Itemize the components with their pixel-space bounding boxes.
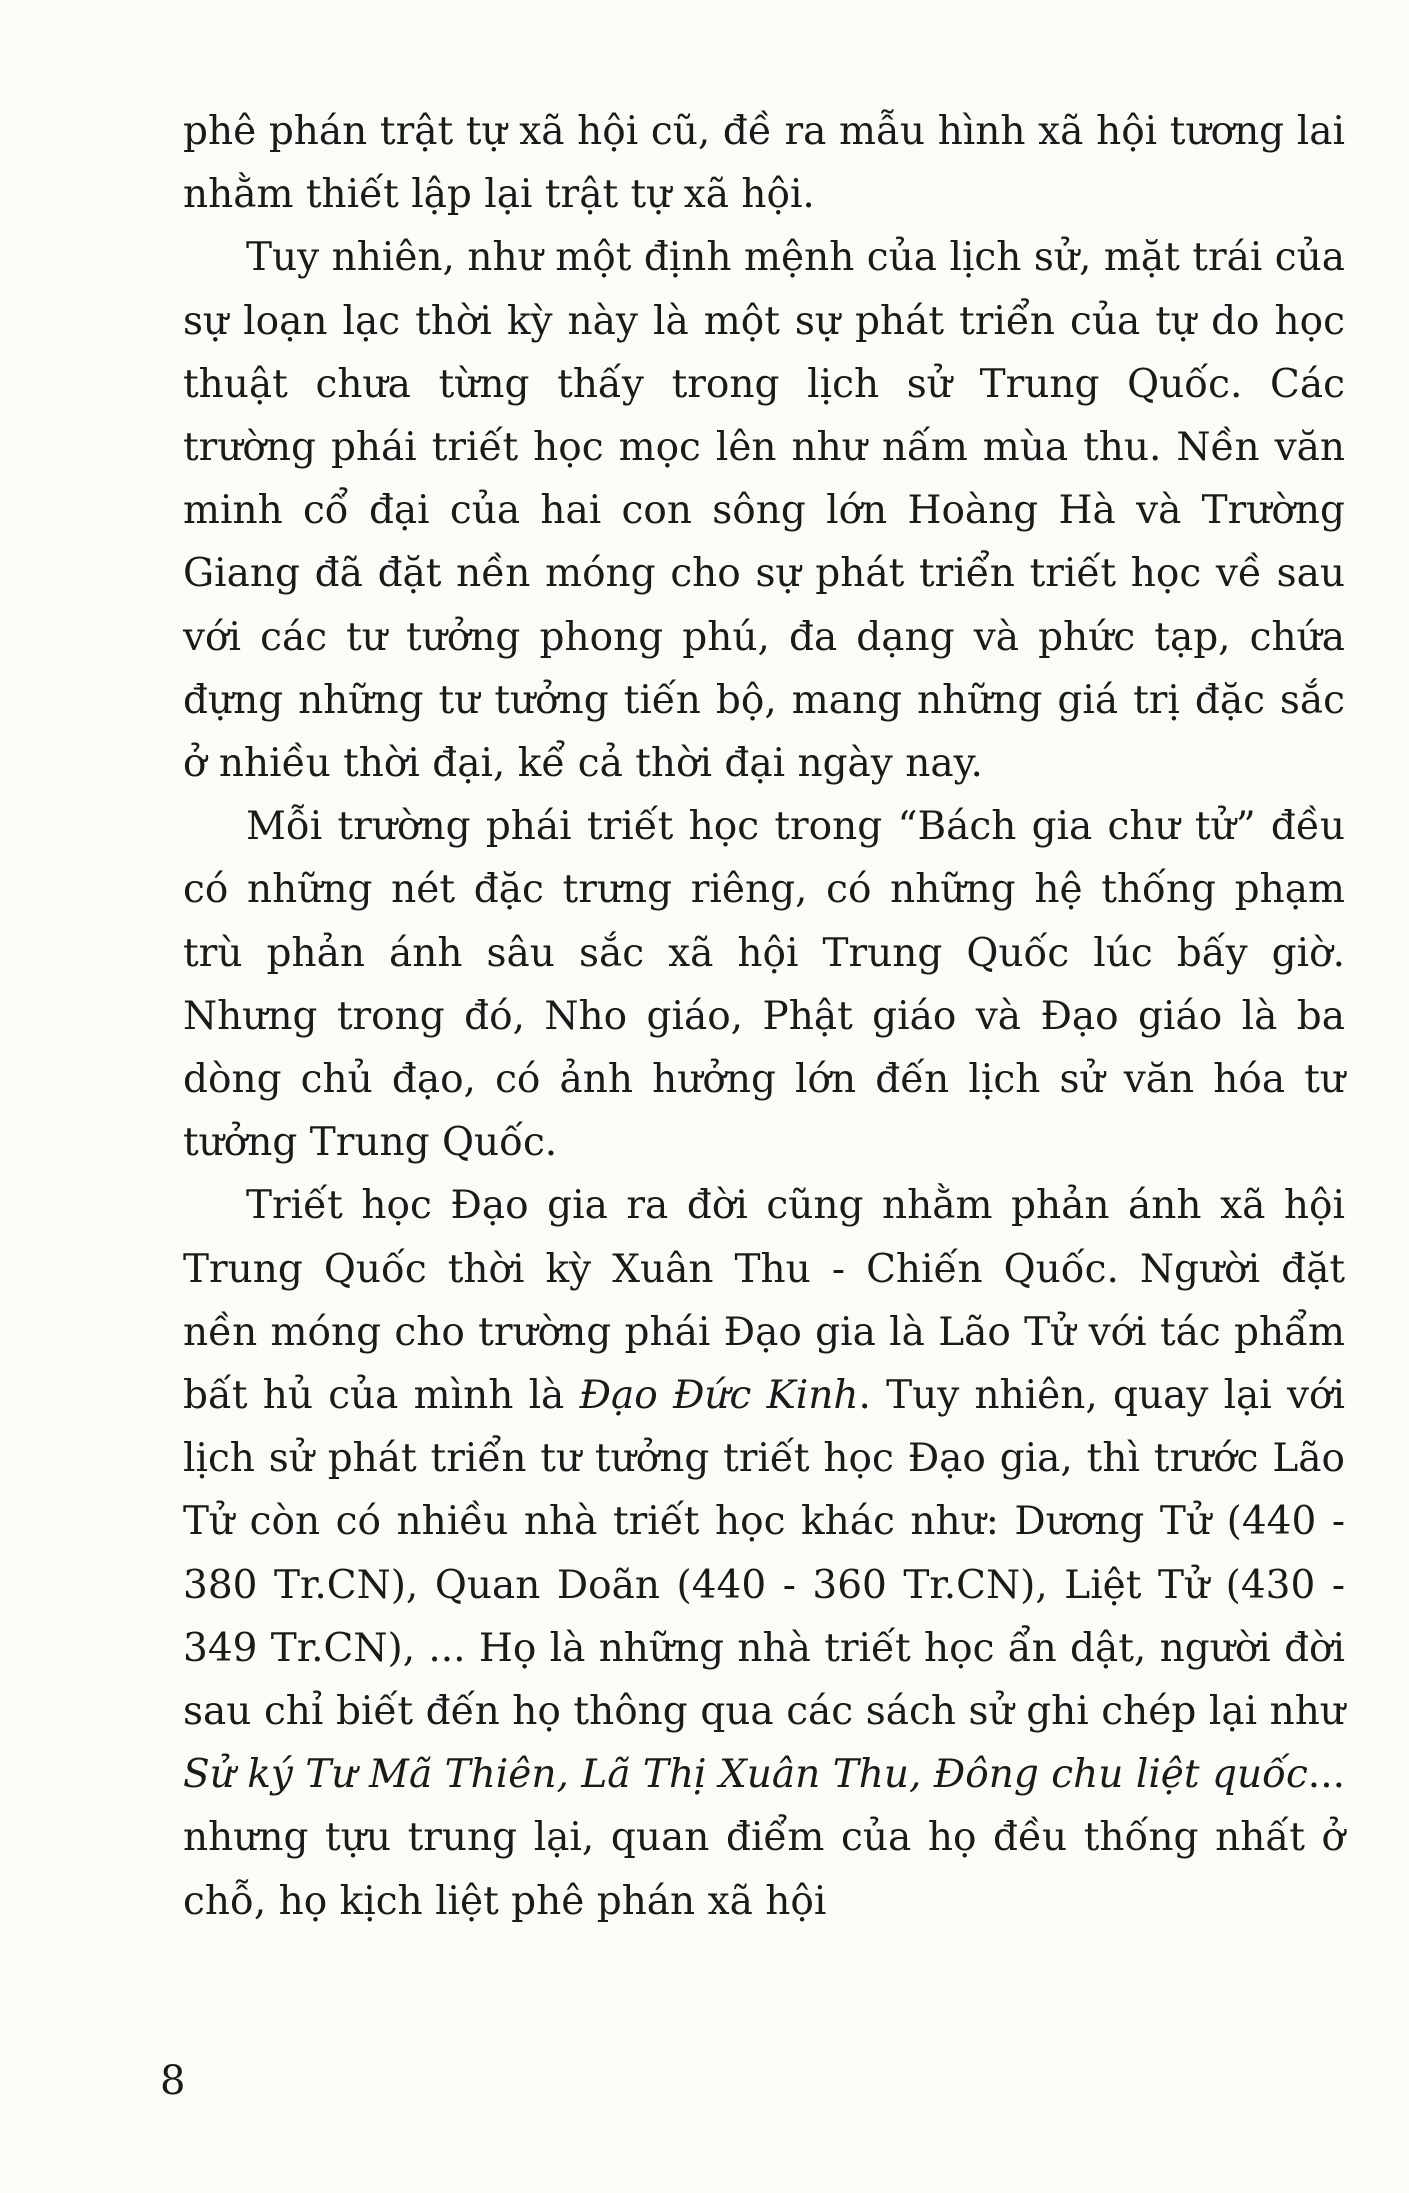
paragraph-text: phê phán trật tự xã hội cũ, đề ra mẫu hình xã hội tương lai nhằm thiết lập lại trật tự xã hội.: [183, 109, 1345, 218]
paragraph-text: Triết học Đạo gia ra đời cũng nhằm phản ánh xã hội Trung Quốc thời kỳ Xuân Thu - Chiến Quốc. Người đặt nền móng cho trường phái Đạo gia là Lão Tử với tác phẩm bất hủ của mình là: [183, 1183, 1345, 1419]
italic-title-text: Sử ký Tư Mã Thiên, Lã Thị Xuân Thu, Đông chu liệt quốc: [183, 1752, 1308, 1798]
paragraph: [183, 100, 1345, 226]
paragraph-text: . Tuy nhiên, quay lại với lịch sử phát triển tư tưởng triết học Đạo gia, thì trước Lão Tử còn có nhiều nhà triết học khác như: Dương Tử (440 - 380 Tr.CN), Quan Doãn (440 - 360 Tr.CN), Liệt Tử (430 - 349 Tr.CN), ... Họ là những nhà triết học ẩn dật, người đời sau chỉ biết đến họ thông qua các sách sử ghi chép lại như: [183, 1373, 1345, 1735]
italic-title-text: Đạo Đức Kinh: [579, 1373, 859, 1419]
paragraph: [183, 1174, 1345, 1932]
body-text: [183, 100, 1345, 1933]
paragraph-text: Tuy nhiên, như một định mệnh của lịch sử, mặt trái của sự loạn lạc thời kỳ này là một sự phát triển của tự do học thuật chưa từng thấy trong lịch sử Trung Quốc. Các trường phái triết học mọc lên như nấm mùa thu. Nền văn minh cổ đại của hai con sông lớn Hoàng Hà và Trường Giang đã đặt nền móng cho sự phát triển triết học về sau với các tư tưởng phong phú, đa dạng và phức tạp, chứa đựng những tư tưởng tiến bộ, mang những giá trị đặc sắc ở nhiều thời đại, kể cả thời đại ngày nay.: [183, 235, 1345, 787]
paragraph-text: ... nhưng tựu trung lại, quan điểm của họ đều thống nhất ở chỗ, họ kịch liệt phê phán xã hội: [183, 1752, 1345, 1924]
paragraph-text: Mỗi trường phái triết học trong “Bách gia chư tử” đều có những nét đặc trưng riêng, có những hệ thống phạm trù phản ánh sâu sắc xã hội Trung Quốc lúc bấy giờ. Nhưng trong đó, Nho giáo, Phật giáo và Đạo giáo là ba dòng chủ đạo, có ảnh hưởng lớn đến lịch sử văn hóa tư tưởng Trung Quốc.: [183, 804, 1345, 1166]
paragraph: [183, 795, 1345, 1174]
paragraph: [183, 226, 1345, 795]
page-number: 8: [160, 2058, 186, 2104]
